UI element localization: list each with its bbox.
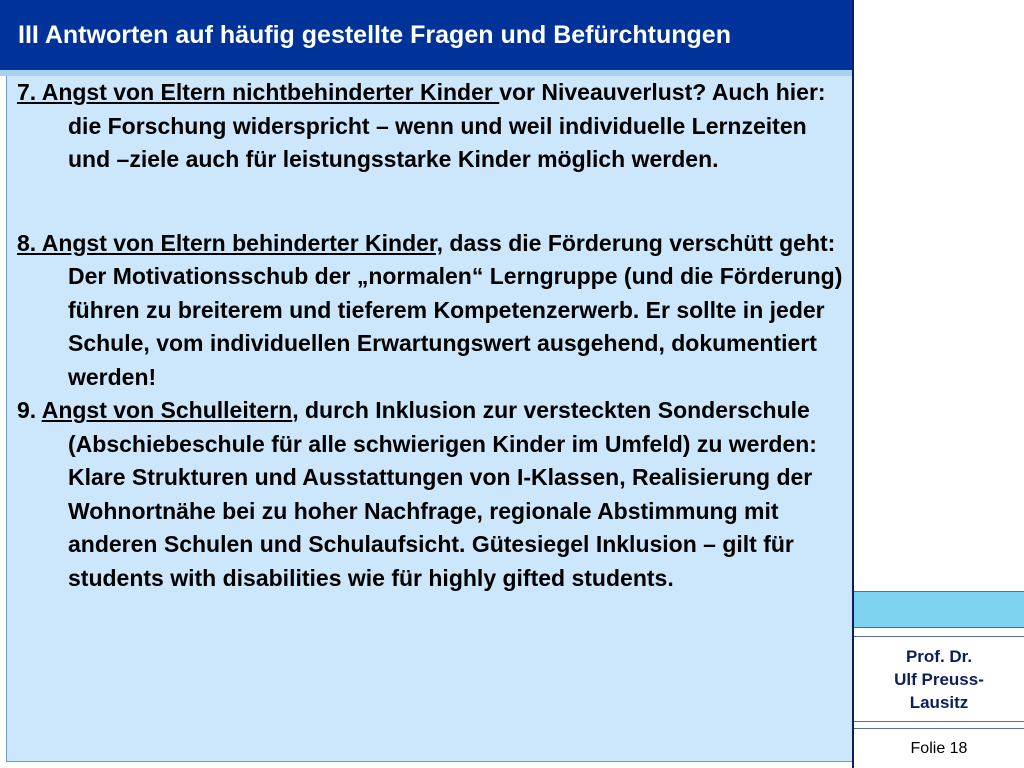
item-heading: 7. Angst von Eltern nichtbehinderter Kinder bbox=[17, 79, 500, 105]
list-item bbox=[17, 394, 844, 595]
sidebar-accent-band bbox=[854, 592, 1024, 628]
slide-number: Folie 18 bbox=[854, 728, 1024, 768]
item-text: , durch Inklusion zur versteckten Sonderschule (Abschiebeschule für alle schwierigen Kinder im Umfeld) zu werden: Klare Strukturen und Ausstattungen von I-Klassen, Realisierung der Wohnortnähe bei zu hoher Nachfrage, regionale Abstimmung mit anderen Schulen und Schulaufsicht. Gütesiegel Inklusion – gilt für students with disabilities wie für highly gifted students. bbox=[68, 397, 817, 591]
author-name-line: Prof. Dr. bbox=[905, 646, 973, 666]
item-heading: 8. Angst von Eltern behinderter Kinder, bbox=[17, 229, 443, 256]
item-text: vor Niveauverlust? Auch hier: die Forschung widerspricht – wenn und weil individuelle Lernzeiten und –ziele auch für leistungsstarke Kinder möglich werden. bbox=[68, 79, 826, 172]
item-heading: Angst von Schulleitern bbox=[41, 397, 293, 423]
slide-content bbox=[6, 76, 852, 762]
author-box bbox=[854, 636, 1024, 722]
list-item bbox=[17, 76, 844, 177]
item-number: 9. bbox=[17, 397, 42, 423]
author-name-line: Lausitz bbox=[909, 692, 969, 712]
list-item bbox=[17, 227, 844, 395]
author-name-line: Ulf Preuss- bbox=[894, 669, 984, 689]
sidebar-blank-panel bbox=[854, 0, 1024, 592]
slide-title: III Antworten auf häufig gestellte Fragen und Befürchtungen bbox=[0, 0, 852, 70]
item-text: dass die Förderung verschütt geht: Der Motivationsschub der „normalen“ Lerngruppe (und die Förderung) führen zu breiterem und tieferem Kompetenzerwerb. Er sollte in jeder Schule, vom individuellen Erwartungswert ausgehend, dokumentiert werden! bbox=[68, 229, 843, 390]
sidebar bbox=[852, 0, 1024, 768]
